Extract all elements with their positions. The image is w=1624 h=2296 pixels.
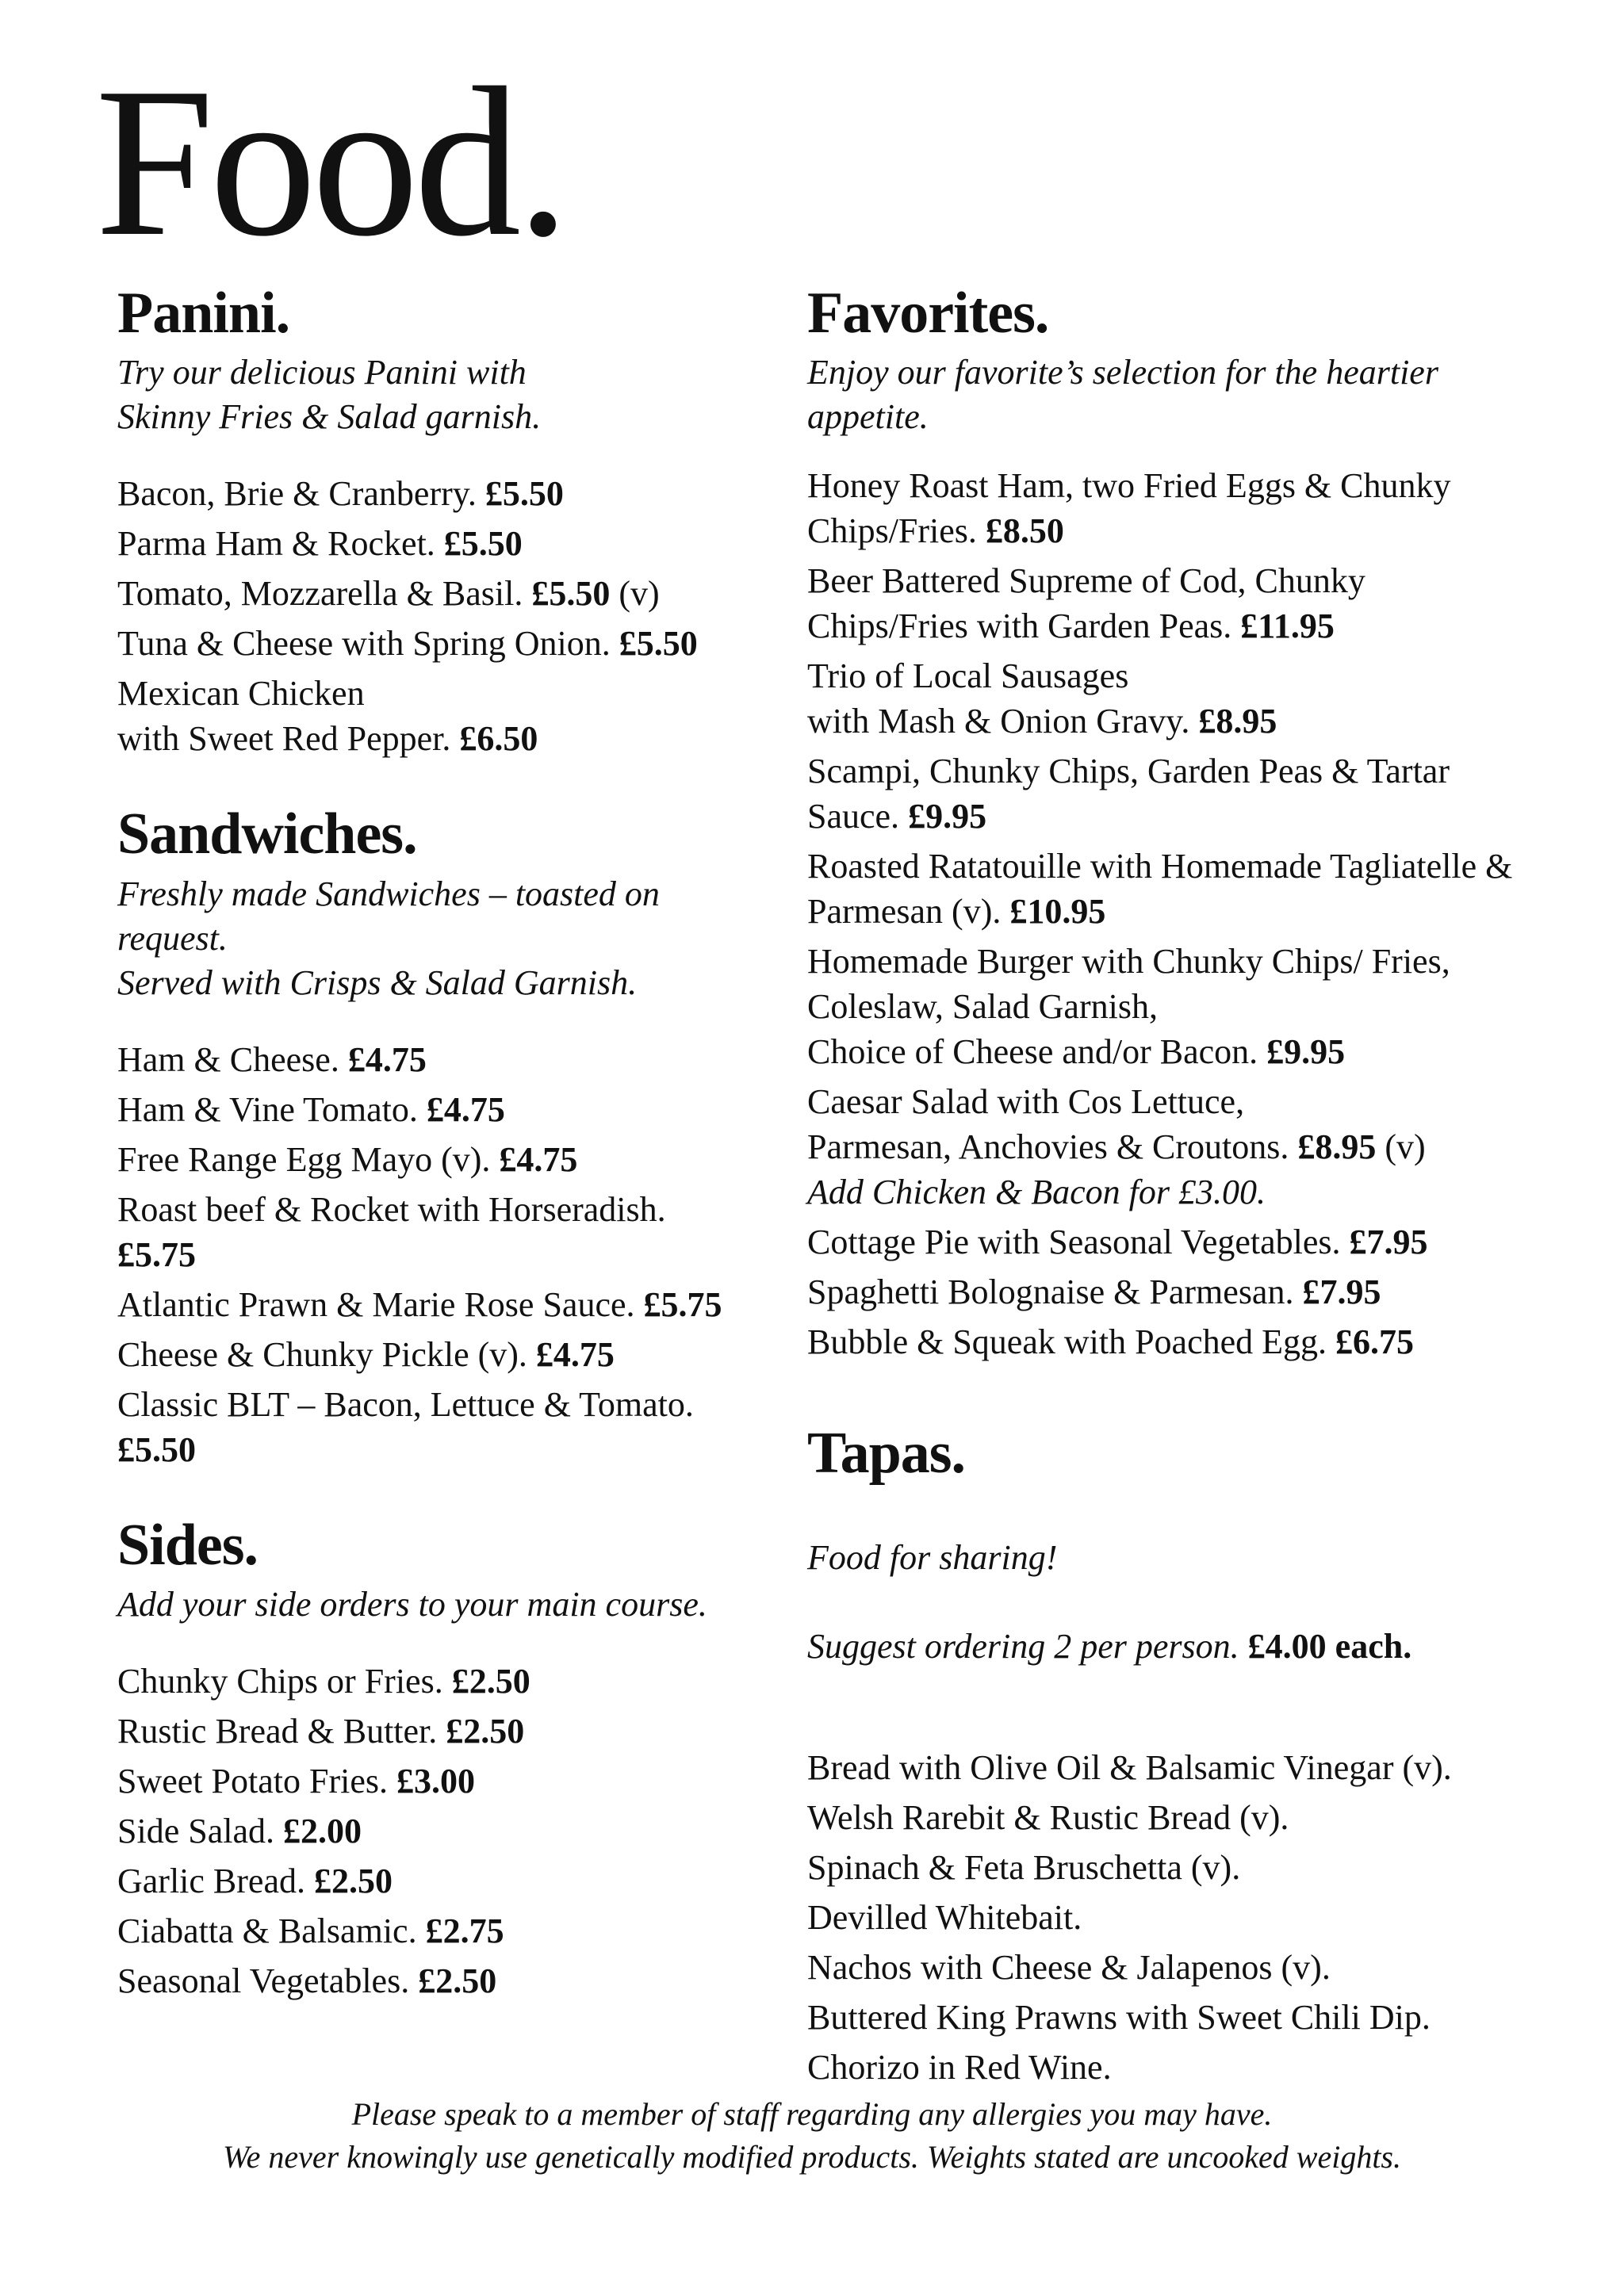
- menu-item-name: Mexican Chicken with Sweet Red Pepper.: [117, 674, 451, 759]
- section-description-panini: Try our delicious Panini with Skinny Fries & Salad garnish.: [117, 353, 542, 437]
- menu-item-price: £9.95: [1266, 1032, 1346, 1072]
- menu-item: [807, 1745, 1568, 1790]
- menu-item-name: Chunky Chips or Fries.: [117, 1662, 452, 1701]
- section-description-tapas: [807, 1491, 1568, 1713]
- tapas-desc-line1: Food for sharing!: [807, 1537, 1058, 1577]
- menu-item-name: Bacon, Brie & Cranberry.: [117, 474, 485, 514]
- menu-item-name: Ciabatta & Balsamic.: [117, 1911, 426, 1951]
- tapas-section: [807, 1422, 1568, 2089]
- menu-item: [807, 558, 1568, 649]
- menu-item: [117, 471, 768, 516]
- menu-item: [117, 1958, 768, 2003]
- menu-item-name: Bread with Olive Oil & Balsamic Vinegar (v).: [807, 1747, 1452, 1787]
- left-column: [117, 281, 768, 2008]
- menu-item-name: Parma Ham & Rocket.: [117, 524, 444, 564]
- menu-item-price: £5.75: [117, 1234, 196, 1274]
- menu-item-price: £4.75: [426, 1089, 505, 1129]
- menu-item-name: Cheese & Chunky Pickle (v).: [117, 1334, 536, 1374]
- menu-item: [117, 1908, 768, 1954]
- footer-allergy-note: Please speak to a member of staff regarding any allergies you may have.: [351, 2096, 1273, 2132]
- menu-item-name: Seasonal Vegetables.: [117, 1961, 419, 2001]
- menu-list-sandwiches: [117, 1037, 768, 1472]
- right-column: [807, 281, 1568, 2095]
- menu-item-note: Add Chicken & Bacon for £3.00.: [807, 1173, 1266, 1212]
- menu-item: [117, 621, 768, 666]
- menu-item-name: Cottage Pie with Seasonal Vegetables.: [807, 1223, 1350, 1262]
- menu-item-name: Side Salad.: [117, 1812, 283, 1851]
- section-title-panini: Panini.: [117, 281, 290, 346]
- panini-section: [117, 281, 768, 761]
- menu-item-price: £4.75: [499, 1139, 578, 1179]
- menu-item-price: £2.75: [425, 1911, 504, 1951]
- menu-item-price: £7.95: [1349, 1223, 1428, 1262]
- menu-item: [117, 1087, 768, 1132]
- menu-item: [117, 1659, 768, 1704]
- menu-item: [117, 1808, 768, 1854]
- menu-item: [117, 1858, 768, 1904]
- menu-item-name: Tuna & Cheese with Spring Onion.: [117, 624, 619, 664]
- menu-item: [117, 1187, 768, 1277]
- menu-item-price: £7.95: [1302, 1272, 1381, 1312]
- menu-item-name: Garlic Bread.: [117, 1862, 314, 1901]
- footer-gm-note: We never knowingly use genetically modified products. Weights stated are uncooked weights.: [223, 2139, 1401, 2175]
- menu-item-price: £4.75: [535, 1334, 615, 1374]
- menu-item-name: Caesar Salad with Cos Lettuce, Parmesan, Anchovies & Croutons.: [807, 1082, 1289, 1167]
- menu-list-panini: [117, 471, 768, 761]
- menu-item-name: Honey Roast Ham, two Fried Eggs & Chunky Chips/Fries.: [807, 466, 1451, 551]
- section-title-tapas: Tapas.: [807, 1421, 966, 1487]
- menu-item-name: Roast beef & Rocket with Horseradish.: [117, 1189, 666, 1229]
- menu-item-price: £2.50: [418, 1961, 497, 2001]
- section-description-sides: Add your side orders to your main course.: [117, 1585, 707, 1624]
- menu-item-name: Homemade Burger with Chunky Chips/ Fries, Coleslaw, Salad Garnish, Choice of Cheese and/or Bacon.: [807, 942, 1450, 1072]
- menu-item-price: £2.50: [451, 1662, 530, 1701]
- menu-item-name: Devilled Whitebait.: [807, 1897, 1082, 1937]
- menu-item-name: Chorizo in Red Wine.: [807, 2047, 1112, 2087]
- menu-item-price: £5.75: [643, 1284, 722, 1324]
- menu-item: [117, 1758, 768, 1804]
- menu-item-name: Spinach & Feta Bruschetta (v).: [807, 1847, 1241, 1887]
- section-description-favorites: Enjoy our favorite’s selection for the heartier appetite.: [807, 353, 1438, 437]
- menu-item-name: Sweet Potato Fries.: [117, 1762, 396, 1801]
- menu-list-favorites: [807, 463, 1568, 1364]
- menu-item-name: Scampi, Chunky Chips, Garden Peas & Tartar Sauce.: [807, 752, 1450, 836]
- menu-item: [807, 1845, 1568, 1890]
- tapas-price: £4.00 each.: [1247, 1626, 1412, 1666]
- tapas-desc-line2: [807, 1624, 1568, 1669]
- menu-item-name: Ham & Cheese.: [117, 1039, 348, 1079]
- menu-item-name: Buttered King Prawns with Sweet Chili Dip.: [807, 1997, 1431, 2037]
- menu-item-price: £6.50: [459, 719, 538, 759]
- menu-list-sides: [117, 1659, 768, 2003]
- menu-item-price: £5.50: [619, 624, 698, 664]
- menu-item: [117, 1282, 768, 1327]
- menu-item-price: £8.50: [985, 511, 1064, 551]
- menu-item-price: £10.95: [1009, 892, 1106, 932]
- menu-item: [117, 671, 768, 761]
- tapas-desc-text: Suggest ordering 2 per person.: [807, 1626, 1248, 1666]
- menu-item: [807, 1945, 1568, 1990]
- menu-item-name: Rustic Bread & Butter.: [117, 1712, 446, 1751]
- favorites-section: [807, 281, 1568, 1364]
- section-description-sandwiches: Freshly made Sandwiches – toasted on request. Served with Crisps & Salad Garnish.: [117, 874, 660, 1002]
- menu-item: [807, 748, 1568, 839]
- menu-item-suffix: (v): [610, 574, 660, 614]
- menu-item-price: £2.50: [446, 1712, 525, 1751]
- sides-section: [117, 1513, 768, 2003]
- menu-item-name: Welsh Rarebit & Rustic Bread (v).: [807, 1797, 1289, 1837]
- footer: [0, 2093, 1624, 2179]
- menu-item: [807, 653, 1568, 744]
- menu-item: [807, 1319, 1568, 1364]
- menu-item-price: £8.95: [1297, 1127, 1377, 1167]
- section-title-sides: Sides.: [117, 1512, 259, 1578]
- menu-item-price: £6.75: [1335, 1322, 1415, 1362]
- menu-item-name: Free Range Egg Mayo (v).: [117, 1139, 500, 1179]
- menu-item: [117, 1382, 768, 1472]
- sandwiches-section: [117, 802, 768, 1471]
- menu-item-price: £11.95: [1240, 607, 1335, 646]
- menu-item-name: Classic BLT – Bacon, Lettuce & Tomato.: [117, 1384, 694, 1424]
- menu-item-name: Tomato, Mozzarella & Basil.: [117, 574, 532, 614]
- menu-item: [807, 463, 1568, 553]
- menu-item-price: £9.95: [908, 797, 987, 836]
- menu-item-price: £4.75: [347, 1039, 427, 1079]
- menu-item-price: £2.50: [314, 1862, 393, 1901]
- menu-item: [807, 1995, 1568, 2040]
- menu-item: [807, 844, 1568, 934]
- menu-item-name: Atlantic Prawn & Marie Rose Sauce.: [117, 1284, 644, 1324]
- menu-item-name: Ham & Vine Tomato.: [117, 1089, 427, 1129]
- menu-item-name: Bubble & Squeak with Poached Egg.: [807, 1322, 1336, 1362]
- menu-item-name: Roasted Ratatouille with Homemade Tagliatelle & Parmesan (v).: [807, 847, 1513, 932]
- menu-item-name: Trio of Local Sausages with Mash & Onion Gravy.: [807, 656, 1190, 741]
- menu-item: [117, 1137, 768, 1182]
- menu-item-price: £2.00: [282, 1812, 362, 1851]
- menu-item-name: Beer Battered Supreme of Cod, Chunky Chips/Fries with Garden Peas.: [807, 561, 1365, 646]
- menu-item: [807, 2045, 1568, 2090]
- menu-item-suffix: (v): [1376, 1127, 1426, 1167]
- menu-item: [807, 1079, 1568, 1215]
- menu-item-price: £3.00: [396, 1762, 475, 1801]
- section-title-favorites: Favorites.: [807, 281, 1049, 346]
- menu-item-price: £5.50: [443, 524, 523, 564]
- menu-item: [117, 1709, 768, 1754]
- menu-item: [807, 1269, 1568, 1314]
- menu-item-price: £8.95: [1198, 702, 1277, 741]
- menu-item-name: Nachos with Cheese & Jalapenos (v).: [807, 1947, 1331, 1987]
- section-title-sandwiches: Sandwiches.: [117, 802, 417, 867]
- menu-list-tapas: [807, 1745, 1568, 2090]
- menu-item: [807, 1895, 1568, 1940]
- page-title: Food.: [95, 44, 565, 281]
- menu-item: [807, 1219, 1568, 1265]
- menu-item: [117, 1332, 768, 1377]
- menu-item: [117, 521, 768, 566]
- menu-item-price: £5.50: [117, 1429, 196, 1469]
- menu-item: [117, 571, 768, 616]
- menu-item-name: Spaghetti Bolognaise & Parmesan.: [807, 1272, 1303, 1312]
- menu-item: [117, 1037, 768, 1082]
- menu-item-price: £5.50: [485, 474, 564, 514]
- menu-item: [807, 939, 1568, 1074]
- menu-item-price: £5.50: [531, 574, 611, 614]
- menu-item: [807, 1795, 1568, 1840]
